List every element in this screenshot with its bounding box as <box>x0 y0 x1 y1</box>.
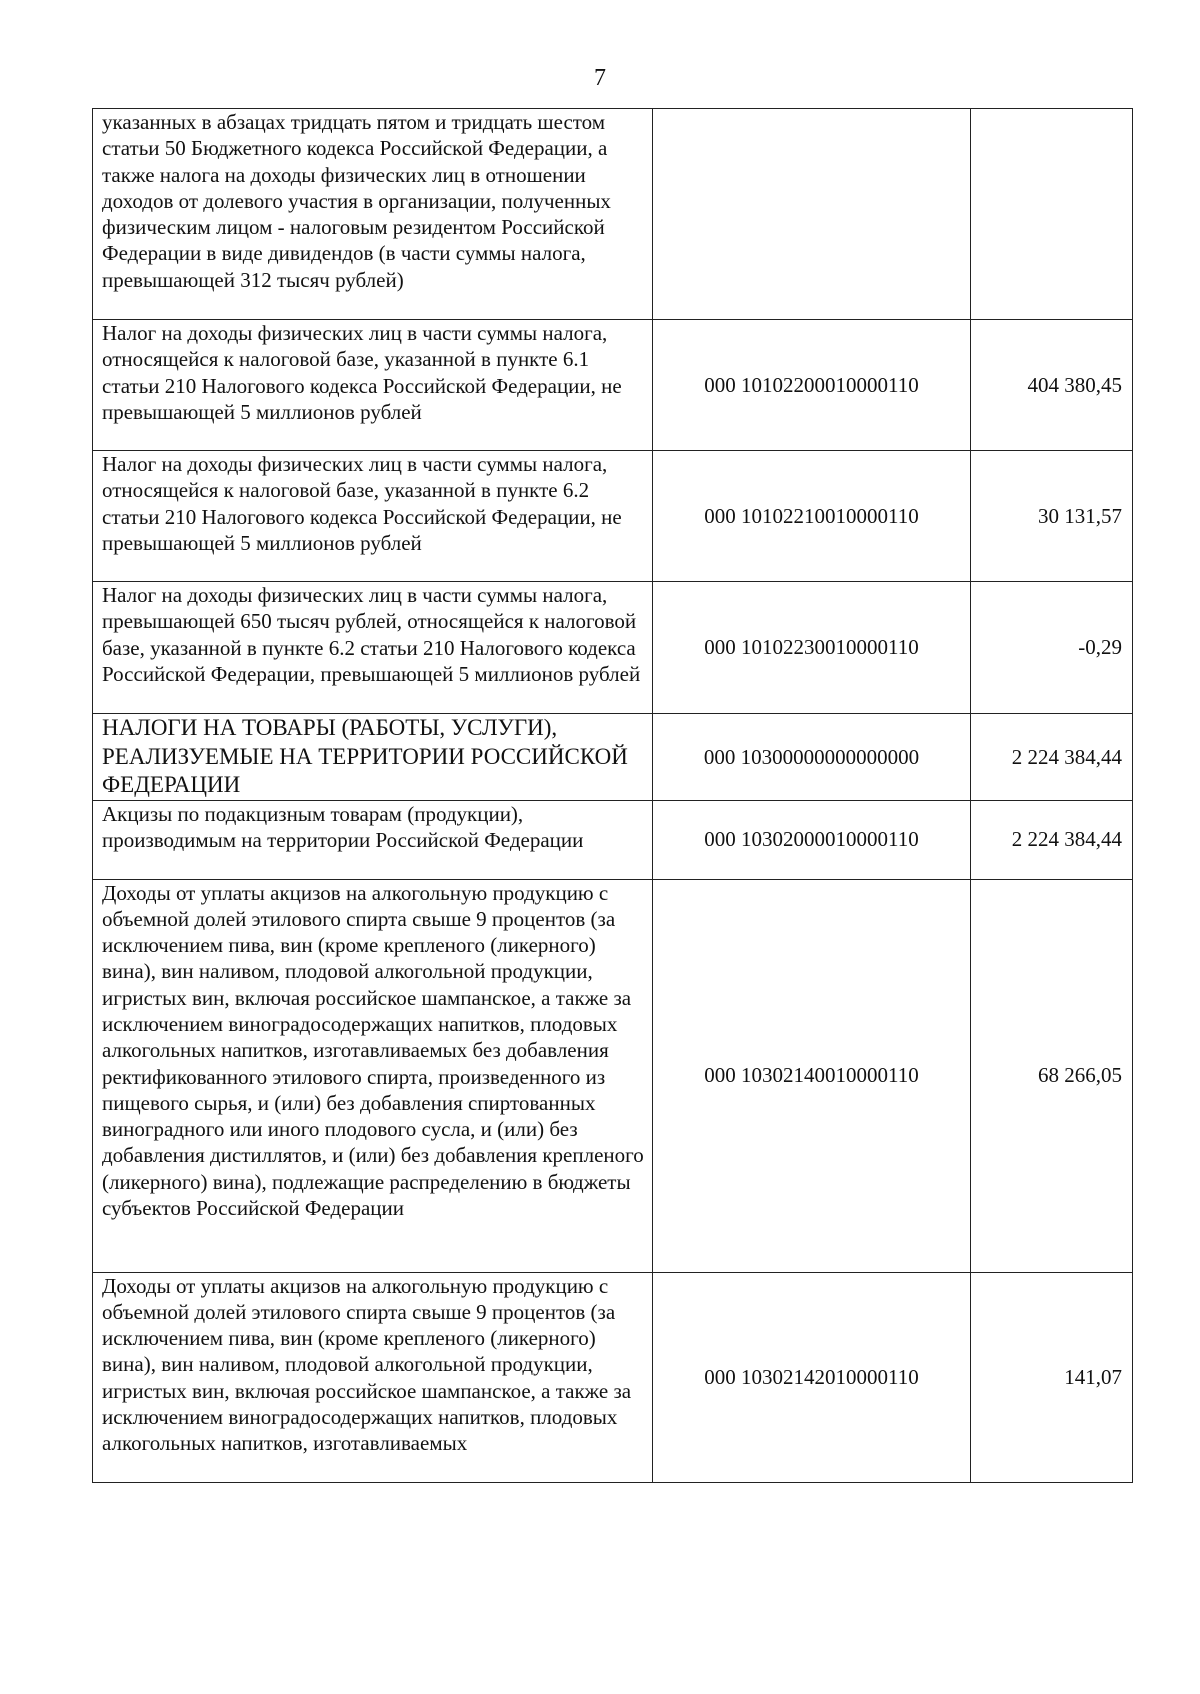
table-row <box>93 109 1133 320</box>
table-row <box>93 320 1133 451</box>
row-amount: 68 266,05 <box>971 879 1133 1272</box>
revenue-table <box>92 108 1133 1483</box>
row-code: 000 10102210010000110 <box>653 451 971 582</box>
row-code: 000 10302000010000110 <box>653 800 971 879</box>
row-code: 000 10300000000000000 <box>653 714 971 801</box>
table-row <box>93 879 1133 1272</box>
section-heading: НАЛОГИ НА ТОВАРЫ (РАБОТЫ, УСЛУГИ), РЕАЛИЗУЕМЫЕ НА ТЕРРИТОРИИ РОССИЙСКОЙ ФЕДЕРАЦИИ <box>93 714 653 801</box>
row-name: Доходы от уплаты акцизов на алкогольную продукцию с объемной долей этилового спирта свыше 9 процентов (за исключением пива, вин (кроме крепленого (ликерного) вина), вин наливом, плодовой алкогольной продукции, игристых вин, включая российское шампанское, а также за исключением виноградосодержащих напитков, плодовых алкогольных напитков, изготавливаемых <box>93 1272 653 1482</box>
row-code: 000 10102200010000110 <box>653 320 971 451</box>
row-name: Налог на доходы физических лиц в части суммы налога, превышающей 650 тысяч рублей, относящейся к налоговой базе, указанной в пункте 6.2 статьи 210 Налогового кодекса Российской Федерации, превышающей 5 миллионов рублей <box>93 582 653 714</box>
row-amount: 2 224 384,44 <box>971 800 1133 879</box>
row-code: 000 10102230010000110 <box>653 582 971 714</box>
row-name: Налог на доходы физических лиц в части суммы налога, относящейся к налоговой базе, указанной в пункте 6.2 статьи 210 Налогового кодекса Российской Федерации, не превышающей 5 миллионов рублей <box>93 451 653 582</box>
row-code: 000 10302142010000110 <box>653 1272 971 1482</box>
row-amount: 404 380,45 <box>971 320 1133 451</box>
row-name: указанных в абзацах тридцать пятом и тридцать шестом статьи 50 Бюджетного кодекса Российской Федерации, а также налога на доходы физических лиц в отношении доходов от долевого участия в организации, полученных физическим лицом - налоговым резидентом Российской Федерации в виде дивидендов (в части суммы налога, превышающей 312 тысяч рублей) <box>93 109 653 320</box>
row-amount: 2 224 384,44 <box>971 714 1133 801</box>
page-number: 7 <box>594 65 606 91</box>
row-name: Акцизы по подакцизным товарам (продукции), производимым на территории Российской Федерации <box>93 800 653 879</box>
table-row <box>93 451 1133 582</box>
table-row <box>93 582 1133 714</box>
row-code <box>653 109 971 320</box>
row-name: Налог на доходы физических лиц в части суммы налога, относящейся к налоговой базе, указанной в пункте 6.1 статьи 210 Налогового кодекса Российской Федерации, не превышающей 5 миллионов рублей <box>93 320 653 451</box>
row-amount: 141,07 <box>971 1272 1133 1482</box>
table-row <box>93 800 1133 879</box>
row-amount <box>971 109 1133 320</box>
table-row <box>93 714 1133 801</box>
row-amount: -0,29 <box>971 582 1133 714</box>
table-row <box>93 1272 1133 1482</box>
row-name: Доходы от уплаты акцизов на алкогольную продукцию с объемной долей этилового спирта свыше 9 процентов (за исключением пива, вин (кроме крепленого (ликерного) вина), вин наливом, плодовой алкогольной продукции, игристых вин, включая российское шампанское, а также за исключением виноградосодержащих напитков, плодовых алкогольных напитков, изготавливаемых без добавления ректификованного этилового спирта, произведенного из пищевого сырья, и (или) без добавления спиртованных виноградного или иного плодового сусла, и (или) без добавления дистиллятов, и (или) без добавления крепленого (ликерного) вина), подлежащие распределению в бюджеты субъектов Российской Федерации <box>93 879 653 1272</box>
row-amount: 30 131,57 <box>971 451 1133 582</box>
row-code: 000 10302140010000110 <box>653 879 971 1272</box>
